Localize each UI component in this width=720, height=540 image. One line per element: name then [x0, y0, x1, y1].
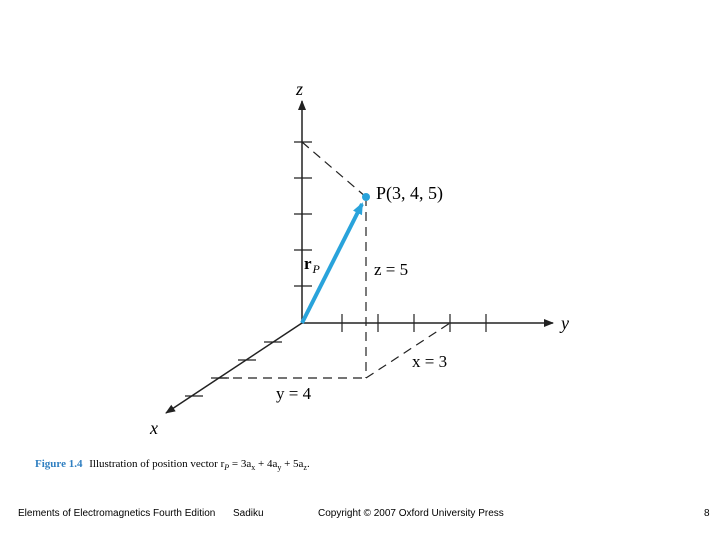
z-axis-label: z — [296, 79, 304, 99]
footer-book-title: Elements of Electromagnetics Fourth Edition — [18, 508, 216, 519]
vector-label: $r_P$ — [304, 254, 320, 276]
caption-text: Illustration of position vector $r_P = 3a_x + 4a_y + 5a_z$. — [89, 458, 310, 473]
footer-copyright: Copyright © 2007 Oxford University Press — [318, 508, 504, 519]
z-equals-label: z = 5 — [374, 260, 409, 279]
footer-author: Sadiku — [233, 508, 264, 519]
point-label: P(3, 4, 5) — [376, 183, 443, 203]
figure-caption — [35, 458, 310, 472]
point-p-marker — [362, 193, 370, 201]
x-equals-label: x = 3 — [412, 352, 448, 371]
y-axis-label: y — [561, 313, 569, 333]
footer-page-number: 8 — [704, 508, 710, 519]
figure-number: Figure 1.4 — [35, 458, 83, 470]
x-axis-label: x — [150, 418, 158, 438]
y-equals-label: y = 4 — [276, 384, 312, 403]
